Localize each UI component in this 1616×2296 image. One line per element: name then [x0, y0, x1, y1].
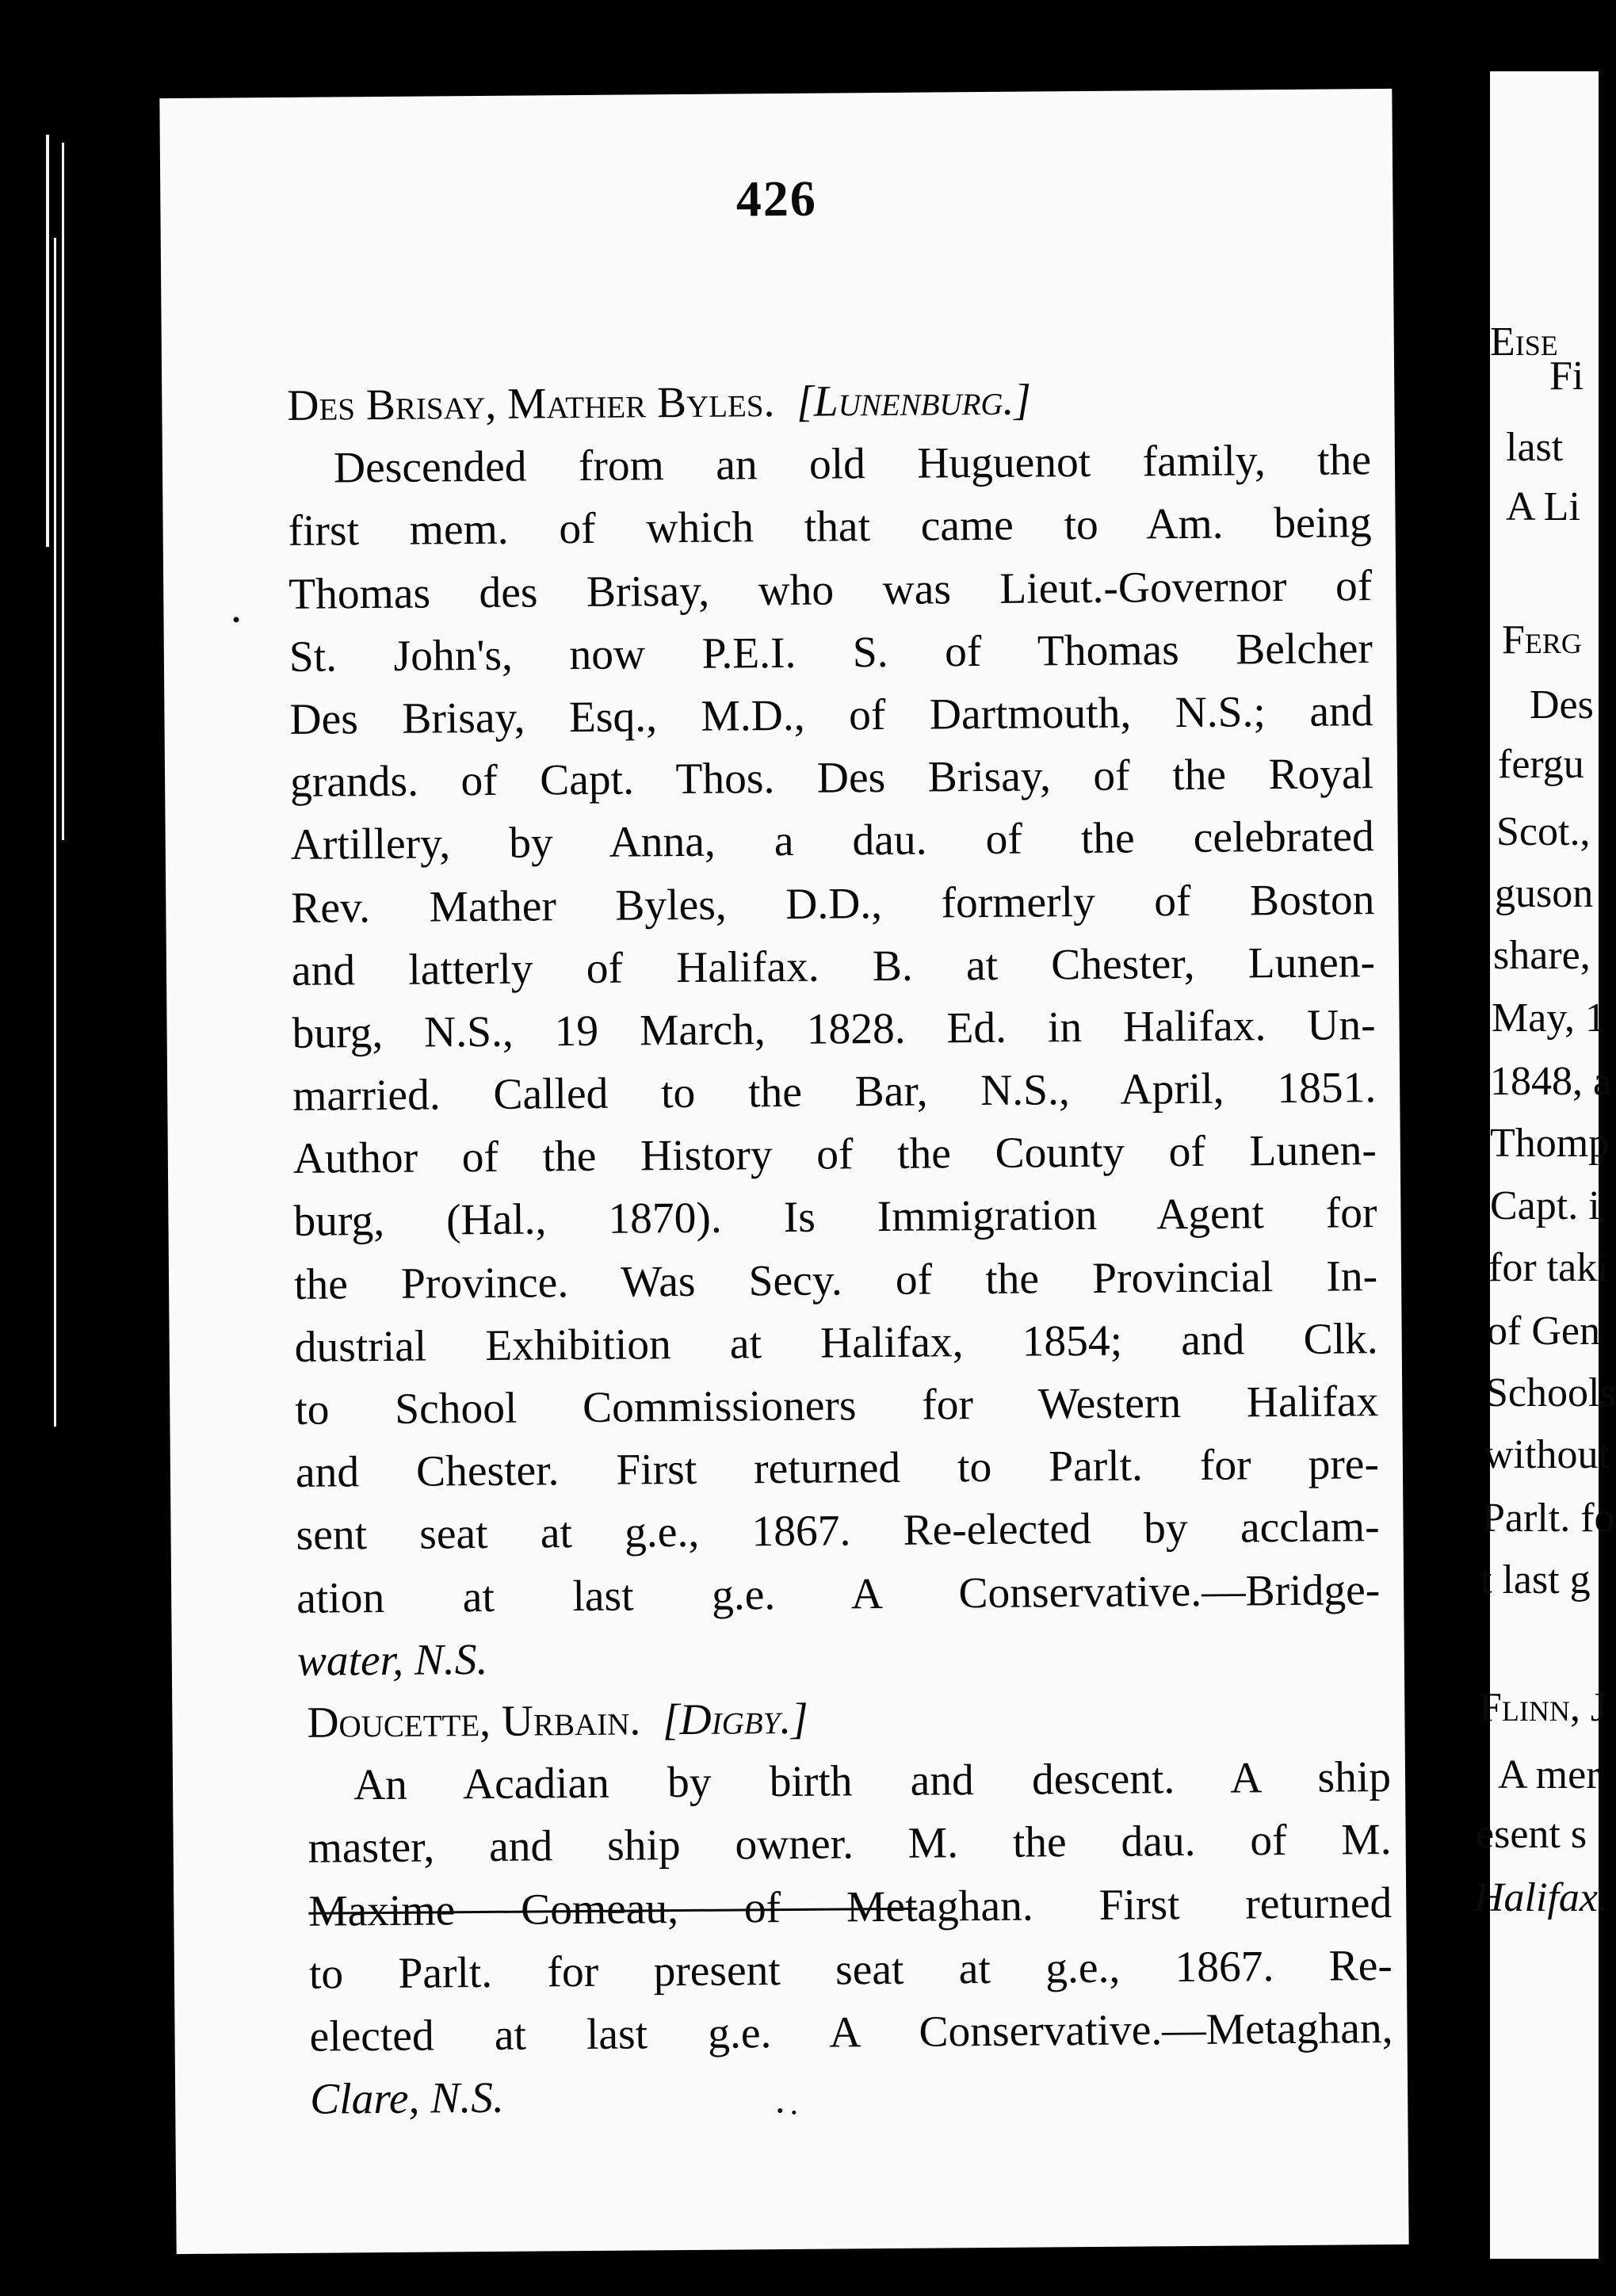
- entry-line: and Chester. First returned to Parlt. for pre-: [295, 1440, 1380, 1498]
- entry-line: elected at last g.e. A Conservative.—Metaghan,: [309, 2004, 1393, 2061]
- adjacent-page-fragment: share,: [1493, 933, 1591, 978]
- entry-line: grands. of Capt. Thos. Des Brisay, of the Royal: [289, 750, 1374, 808]
- entry-line: the Province. Was Secy. of the Provincial In-: [293, 1251, 1378, 1309]
- entry-line: burg, (Hal., 1870). Is Immigration Agent for: [293, 1189, 1377, 1247]
- scan-edge-mark: [54, 238, 56, 1427]
- adjacent-page-fragment: May, 1: [1492, 995, 1606, 1041]
- adjacent-page-fragment: last: [1506, 425, 1564, 470]
- struck-text: Maxime Comeau, of Met: [308, 1882, 918, 1936]
- entry-line: to School Commissioners for Western Halifax: [295, 1377, 1379, 1435]
- adjacent-page-fragment: of Gen: [1487, 1308, 1600, 1354]
- entry-line: dustrial Exhibition at Halifax, 1854; and Clk.: [294, 1314, 1378, 1372]
- entry-line: master, and ship owner. M. the dau. of M.: [308, 1816, 1392, 1874]
- adjacent-page-edge: [1474, 71, 1616, 2259]
- entry-line: Descended from an old Huguenot family, the: [333, 436, 1372, 493]
- entry-constituency: [Digby.]: [662, 1694, 809, 1745]
- adjacent-page-fragment: for taki: [1488, 1245, 1609, 1290]
- entry-line: Clare, N.S.: [309, 2073, 505, 2124]
- entry-line: Author of the History of the County of Lunen-: [292, 1126, 1377, 1184]
- entry-line: Des Brisay, Esq., M.D., of Dartmouth, N.S.; and: [289, 687, 1373, 744]
- entry-line: ation at last g.e. A Conservative.—Bridge-: [296, 1565, 1381, 1623]
- entry-name: Doucette, Urbain.: [307, 1696, 641, 1748]
- adjacent-page-fragment: Des: [1530, 682, 1594, 728]
- page-number: 426: [735, 170, 818, 227]
- entry-line: An Acadian by birth and descent. A ship: [353, 1753, 1392, 1810]
- entry-line: and latterly of Halifax. B. at Chester, Lunen-: [291, 938, 1376, 995]
- entry-line: married. Called to the Bar, N.S., April, 1851.: [292, 1064, 1377, 1121]
- adjacent-page-fragment: Fi: [1549, 353, 1584, 399]
- adjacent-page-fragment: 1848, a: [1490, 1059, 1612, 1104]
- adjacent-page-fragment: Parlt. fo: [1482, 1496, 1615, 1541]
- adjacent-page-fragment: Capt. i: [1490, 1183, 1600, 1228]
- entry-line: Thomas des Brisay, who was Lieut.-Governor of: [288, 561, 1373, 619]
- adjacent-page-fragment: guson: [1495, 871, 1594, 916]
- adjacent-page-fragment: without: [1484, 1432, 1610, 1477]
- entry-line: Rev. Mather Byles, D.D., formerly of Boston: [291, 875, 1375, 933]
- book-page: [159, 89, 1408, 2254]
- adjacent-page-fragment: A Li: [1506, 484, 1580, 529]
- adjacent-page-fragment: Flinn, J: [1479, 1685, 1607, 1730]
- print-speck: [777, 2108, 782, 2113]
- entry-doucette: [307, 1683, 1393, 2131]
- entry-des-brisay: [287, 366, 1381, 1693]
- adjacent-page-fragment: Scot.,: [1496, 809, 1591, 854]
- entry-line: Artillery, by Anna, a dau. of the celebrated: [290, 812, 1374, 870]
- entry-line: burg, N.S., 19 March, 1828. Ed. in Halifax. Un-: [292, 1001, 1376, 1058]
- entry-line: sent seat at g.e., 1867. Re-elected by acclam-: [296, 1503, 1380, 1561]
- scan-edge-mark: [46, 135, 49, 547]
- adjacent-page-fragment: Ferg: [1502, 617, 1582, 663]
- entry-line: Maxime Comeau, of Metaghan. First returned: [308, 1878, 1393, 1936]
- print-speck: [233, 617, 239, 622]
- adjacent-page-fragment: Eise: [1490, 319, 1558, 365]
- entry-heading: [287, 366, 1371, 437]
- adjacent-page-fragment: fergu: [1498, 742, 1584, 787]
- entry-name: Des Brisay, Mather Byles.: [287, 378, 775, 430]
- entry-constituency: [Lunenburg.]: [796, 376, 1032, 426]
- entry-heading: [307, 1683, 1391, 1755]
- entry-line: water, N.S.: [296, 1635, 488, 1686]
- entry-line: to Parlt. for present seat at g.e., 1867. Re-: [308, 1941, 1393, 1999]
- scan-edge-mark: [62, 143, 64, 840]
- adjacent-page-fragment: A mer: [1498, 1752, 1600, 1797]
- adjacent-page-fragment: esent s: [1476, 1812, 1587, 1857]
- adjacent-page-fragment: Halifax.: [1474, 1875, 1608, 1920]
- entry-line: St. John's, now P.E.I. S. of Thomas Belcher: [288, 624, 1373, 682]
- adjacent-page-fragment: t last g: [1480, 1557, 1591, 1603]
- print-speck: [792, 2111, 796, 2115]
- adjacent-page-fragment: Thomp: [1490, 1121, 1610, 1166]
- adjacent-page-fragment: Schools: [1485, 1370, 1616, 1415]
- entry-line: first mem. of which that came to Am. being: [288, 499, 1372, 556]
